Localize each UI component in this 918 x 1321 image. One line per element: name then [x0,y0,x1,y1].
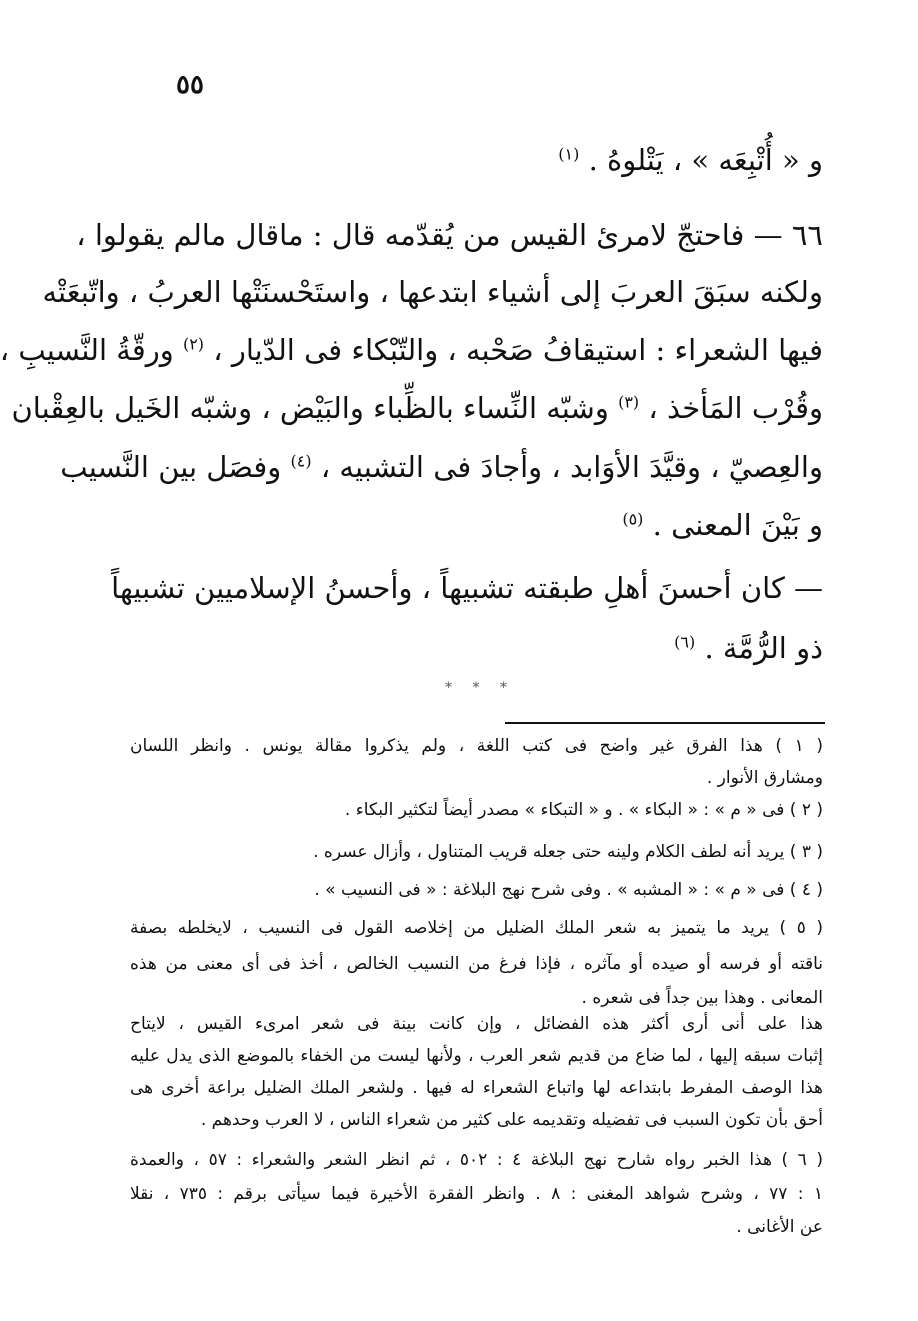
body-line-5-text: وقُرْب المَأخذ ، [648,391,823,425]
footnote-6-line-3: عن الأغانى . [736,1217,823,1237]
footnote-5-line-3: المعانى . وهذا بين جداً فى شعره . [581,988,823,1008]
body-line-8: — كان أحسنَ أهلِ طبقته تشبيهاً ، وأحسنُ الإسلاميين تشبيهاً [111,571,823,605]
footnote-ref-4: (٤) [290,451,312,471]
body-line-1 [430,140,823,180]
page-number: ٥٥ [176,70,204,100]
body-line-9-text: ذو الرُّمَّة . [704,631,823,665]
body-line-6-text: والعِصيّ ، وقيَّدَ الأوَابد ، وأجادَ فى التشبيه ، [320,450,823,484]
body-line-5-end: وشبّه النِّساء بالظِّباء والبَيْض ، وشبّه الخَيل بالعِقْبان [11,391,609,425]
body-line-7-text: و بَيْنَ المعنى . [652,508,823,542]
body-line-3: ولكنه سبَقَ العربَ إلى أشياء ابتدعها ، واستَحْسنَتْها العربُ ، واتّبعَتْه [42,275,823,309]
footnote-5-line-4: هذا على أنى أرى أكثر هذه الفضائل ، وإن كانت بينة فى شعر امرىء القيس ، لايتاح [130,1014,823,1034]
body-line-2: ٦٦ — فاحتجّ لامرئ القيس من يُقدّمه قال : ماقال مالم يقولوا ، [76,218,823,252]
footnote-5-line-7: أحق بأن تكون السبب فى تفضيله وتقديمه على كثير من شعراء الناس ، لا العرب وحدهم . [200,1110,823,1130]
footnote-2: ( ٢ ) فى « م » : « البكاء » . و « التبكاء » مصدر أيضاً لتكثير البكاء . [344,800,823,820]
body-line-4-text: فيها الشعراء : استيقافُ صَحْبه ، والتّبْكاء فى الدّيار ، [213,333,823,367]
body-line-1-text: و « أُتْبِعَه » ، يَتْلوهُ . [588,143,823,177]
footnote-ref-3: (٣) [618,392,640,412]
body-line-4-end: ورقّةُ النَّسيبِ ، [0,333,174,367]
footnote-5-line-2: ناقته أو فرسه أو صيده أو مآثره ، فإذا فرغ من النسيب الخالص ، أخذ فى أى معنى من هذه [130,954,823,974]
footnote-6-line-2: ١ : ٧٧ ، وشرح شواهد المغنى : ٨ . وانظر الفقرة الأخيرة فيما سيأتى برقم : ٧٣٥ ، نقلا [130,1184,823,1204]
footnote-3: ( ٣ ) يريد أنه لطف الكلام ولينه حتى جعله قريب المتناول ، وأزال عسره . [313,842,823,862]
body-line-6 [60,447,823,487]
footnote-ref-6: (٦) [674,632,696,652]
body-line-7 [580,505,823,545]
footnote-1-line-1: ( ١ ) هذا الفرق غير واضح فى كتب اللغة ، ولم يذكروا مقالة يونس . وانظر اللسان [130,736,823,756]
body-line-4 [0,330,823,370]
footnote-5-line-1: ( ٥ ) يريد ما يتميز به شعر الملك الضليل من إخلاصه القول فى النسيب ، لايخلطه بصفة [130,918,823,938]
body-line-9 [580,628,823,668]
footnote-ref-2: (٢) [182,334,205,354]
footnote-rule [505,722,825,724]
footnote-1-line-2: ومشارق الأنوار . [706,768,823,788]
footnote-ref-5: (٥) [622,509,644,529]
footnote-5-line-5: إثبات سبقه إليها ، لما ضاع من قديم شعر العرب ، ولأنها ليست من الخفاء بالموضع الذى يدل عليه [130,1046,823,1066]
footnote-6-line-1: ( ٦ ) هذا الخبر رواه شارح نهج البلاغة ٤ : ٥٠٢ ، ثم انظر الشعر والشعراء : ٥٧ ، والعمدة [130,1150,823,1170]
body-line-5 [11,388,823,428]
section-separator: * * * [445,680,515,696]
footnote-4: ( ٤ ) فى « م » : « المشبه » . وفى شرح نهج البلاغة : « فى النسيب » . [314,880,823,900]
body-line-6-end: وفصَل بين النَّسيب [60,450,282,484]
footnote-5-line-6: هذا الوصف المفرط بابتداعه لها واتباع الشعراء له فيها . ولشعر الملك الضليل براعة أخرى هى [130,1078,823,1098]
footnote-ref-1: (١) [558,144,580,164]
